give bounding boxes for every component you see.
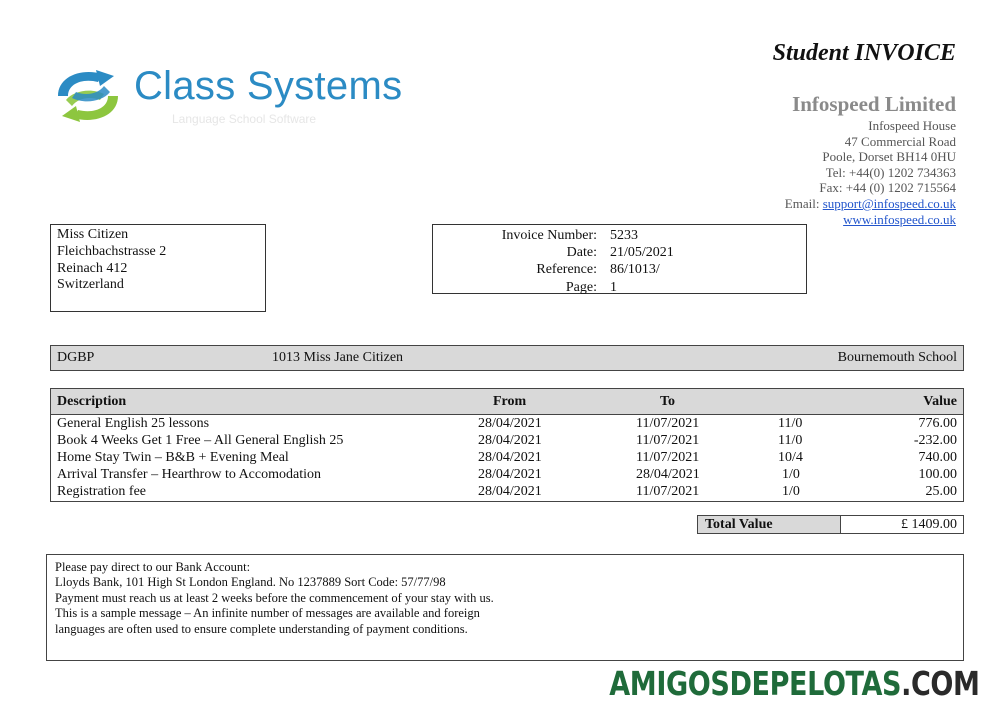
recipient-line: Switzerland [57, 277, 124, 293]
recipient-line: Fleichbachstrasse 2 [57, 243, 167, 259]
info-label: Page: [565, 279, 597, 295]
school-name: Bournemouth School [837, 350, 957, 365]
items-table [50, 388, 964, 502]
watermark-main: AMIGOSDEPELOTAS [609, 664, 902, 703]
total-box [697, 515, 964, 534]
invoice-date-row [433, 244, 806, 261]
company-name: Infospeed Limited [792, 92, 956, 116]
invoice-number: 5233 [610, 228, 638, 243]
item-value: 740.00 [918, 450, 957, 465]
email-label: Email: [784, 195, 820, 211]
table-row [51, 433, 963, 450]
message-line: Payment must reach us at least 2 weeks before the commencement of your stay with us. [55, 590, 494, 605]
item-qty: 1/0 [782, 467, 800, 482]
item-description: Arrival Transfer – Hearthrow to Accomodation [57, 467, 321, 482]
item-value: 25.00 [925, 484, 957, 499]
item-qty: 1/0 [782, 484, 800, 499]
email-line [785, 196, 956, 212]
col-description: Description [57, 394, 127, 409]
item-to: 11/07/2021 [636, 450, 700, 465]
watermark-suffix: .COM [901, 664, 980, 703]
currency-code: DGBP [57, 350, 95, 365]
item-qty: 11/0 [778, 433, 803, 448]
item-from: 28/04/2021 [478, 433, 542, 448]
item-value: 776.00 [918, 416, 957, 431]
phone-line: Tel: +44(0) 1202 734363 [825, 164, 956, 180]
item-qty: 10/4 [778, 450, 803, 465]
item-to: 11/07/2021 [636, 416, 700, 431]
invoice-title: Student INVOICE [772, 40, 956, 66]
student-name: 1013 Miss Jane Citizen [272, 350, 404, 365]
address-line: Infospeed House [868, 118, 956, 133]
col-from: From [493, 394, 527, 409]
item-to: 11/07/2021 [636, 484, 700, 499]
message-line: Please pay direct to our Bank Account: [55, 560, 251, 574]
item-from: 28/04/2021 [478, 416, 542, 431]
invoice-reference-row [433, 261, 806, 278]
table-row [51, 416, 963, 433]
recipient-line: Miss Citizen [57, 227, 129, 242]
invoice-reference: 86/1013/ [610, 262, 660, 278]
address-line: Poole, Dorset BH14 0HU [822, 149, 956, 165]
message-line: languages are often used to ensure complete understanding of payment conditions. [55, 621, 468, 636]
item-from: 28/04/2021 [478, 450, 542, 465]
item-from: 28/04/2021 [478, 484, 542, 499]
items-header-row [51, 389, 963, 415]
email-link[interactable]: support@infospeed.co.uk [822, 195, 956, 211]
recipient-line: Reinach 412 [57, 260, 128, 276]
col-value: Value [923, 394, 957, 409]
logo [52, 66, 124, 126]
account-bar [50, 345, 964, 371]
payment-message-box [46, 554, 964, 661]
info-label: Reference: [536, 262, 597, 278]
table-row [51, 450, 963, 467]
item-description: Registration fee [57, 484, 147, 499]
logo-tagline: Language School Software [172, 112, 317, 126]
invoice-page: 1 [610, 279, 617, 295]
item-to: 11/07/2021 [636, 433, 700, 448]
total-value: £ 1409.00 [901, 517, 957, 532]
company-address [785, 118, 956, 227]
item-to: 28/04/2021 [636, 467, 700, 482]
info-label: Date: [566, 245, 597, 261]
message-line: This is a sample message – An infinite number of messages are available and foreign [55, 606, 480, 621]
item-description: General English 25 lessons [57, 416, 210, 431]
invoice-info-box [432, 224, 807, 294]
item-from: 28/04/2021 [478, 467, 542, 482]
item-description: Book 4 Weeks Get 1 Free – All General English 25 [57, 433, 344, 448]
item-value: 100.00 [918, 467, 957, 482]
item-qty: 11/0 [778, 416, 803, 431]
fax-line: Fax: +44 (0) 1202 715564 [819, 180, 956, 196]
recipient-address-box [50, 224, 266, 312]
table-row [51, 467, 963, 484]
logo-name: Class Systems [134, 64, 403, 108]
invoice-page-row [433, 279, 806, 296]
col-to: To [660, 394, 676, 409]
total-label: Total Value [698, 516, 841, 533]
info-label: Invoice Number: [501, 228, 597, 243]
item-description: Home Stay Twin – B&B + Evening Meal [57, 450, 289, 465]
logo-swirl-icon [52, 66, 124, 126]
item-value: -232.00 [913, 433, 957, 448]
address-line: 47 Commercial Road [844, 133, 956, 149]
message-line: Lloyds Bank, 101 High St London England. No 1237889 Sort Code: 57/77/98 [55, 575, 446, 590]
invoice-number-row [433, 227, 806, 244]
website-link[interactable]: www.infospeed.co.uk [843, 211, 956, 227]
watermark [610, 664, 980, 703]
table-row [51, 484, 963, 501]
invoice-date: 21/05/2021 [610, 245, 674, 261]
